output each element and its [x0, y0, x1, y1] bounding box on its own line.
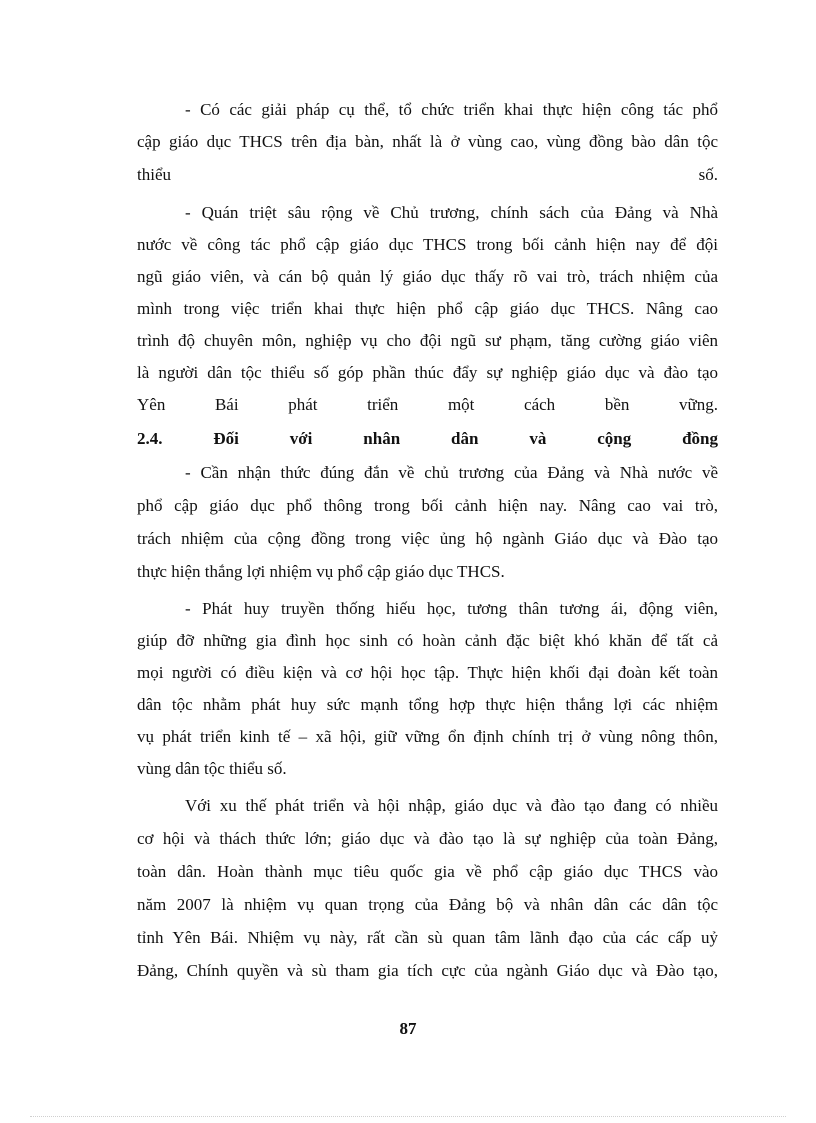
page-number: 87 — [399, 1019, 417, 1038]
text-line: dân tộc nhằm phát huy sức mạnh tổng hợp thực hiện thắng lợi các nhiệm — [137, 695, 718, 714]
text-line: trình độ chuyên môn, nghiệp vụ cho đội ngũ sư phạm, tăng cường giáo viên — [137, 331, 718, 350]
text-line: cập giáo dục THCS trên địa bàn, nhất là ở vùng cao, vùng đồng bào dân tộc — [137, 132, 718, 151]
text-line: mình trong việc triển khai thực hiện phổ cập giáo dục THCS. Nâng cao — [137, 299, 718, 318]
text-line: - Cần nhận thức đúng đắn về chủ trương của Đảng và Nhà nước về — [185, 463, 718, 482]
text-line: phổ cập giáo dục phổ thông trong bối cảnh hiện nay. Nâng cao vai trò, — [137, 496, 718, 515]
text-line: Với xu thế phát triển và hội nhập, giáo dục và đào tạo đang có nhiều — [185, 796, 718, 815]
text-line: Đảng, Chính quyền và sù tham gia tích cực của ngành Giáo dục và Đào tạo, — [137, 961, 718, 980]
text-line: toàn dân. Hoàn thành mục tiêu quốc gia về phổ cập giáo dục THCS vào — [137, 862, 718, 881]
text-line: - Quán triệt sâu rộng về Chủ trương, chính sách của Đảng và Nhà — [185, 203, 718, 222]
text-line: - Có các giải pháp cụ thể, tổ chức triển khai thực hiện công tác phổ — [185, 100, 718, 119]
text-line: là người dân tộc thiểu số góp phần thúc đẩy sự nghiệp giáo dục và đào tạo — [137, 363, 718, 382]
text-line: - Phát huy truyền thống hiếu học, tương thân tương ái, động viên, — [185, 599, 718, 618]
text-line: Yên Bái phát triển một cách bền vững. — [137, 395, 718, 414]
text-line: nước về công tác phổ cập giáo dục THCS trong bối cảnh hiện nay để đội — [137, 235, 718, 254]
text-line: thực hiện thắng lợi nhiệm vụ phổ cập giáo dục THCS. — [137, 562, 505, 581]
text-line: vụ phát triển kinh tế – xã hội, giữ vững ổn định chính trị ở vùng nông thôn, — [137, 727, 718, 746]
text-line: năm 2007 là nhiệm vụ quan trọng của Đảng bộ và nhân dân các dân tộc — [137, 895, 718, 914]
page-bottom-divider — [30, 1116, 786, 1117]
text-line: cơ hội và thách thức lớn; giáo dục và đào tạo là sự nghiệp của toàn Đảng, — [137, 829, 718, 848]
text-line: thiểu số. — [137, 165, 718, 184]
text-line: trách nhiệm của cộng đồng trong việc ủng hộ ngành Giáo dục và Đào tạo — [137, 529, 718, 548]
text-line: vùng dân tộc thiểu số. — [137, 759, 287, 778]
section-heading: 2.4. Đối với nhân dân và cộng đồng — [137, 429, 718, 448]
text-line: tỉnh Yên Bái. Nhiệm vụ này, rất cần sù quan tâm lãnh đạo của các cấp uỷ — [137, 928, 718, 947]
text-line: ngũ giáo viên, và cán bộ quản lý giáo dục thấy rõ vai trò, trách nhiệm của — [137, 267, 718, 286]
text-line: giúp đỡ những gia đình học sinh có hoàn cảnh đặc biệt khó khăn để tất cả — [137, 631, 718, 650]
text-line: mọi người có điều kiện và cơ hội học tập. Thực hiện khối đại đoàn kết toàn — [137, 663, 718, 682]
